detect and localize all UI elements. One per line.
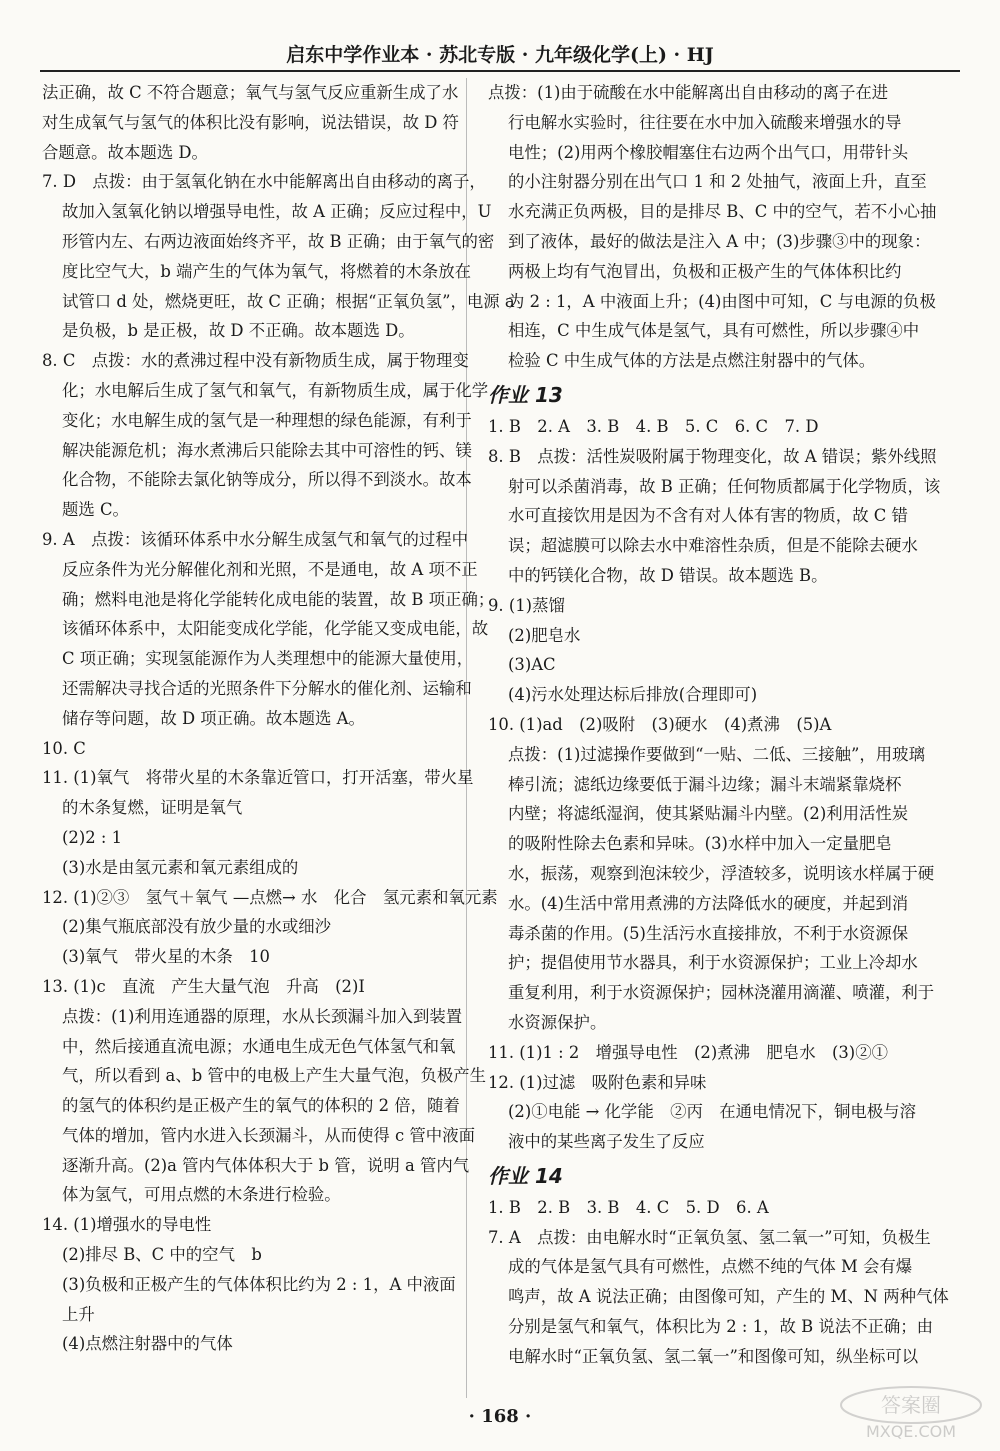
- text-line: (4)污水处理达标后排放(合理即可): [508, 685, 758, 705]
- text-line: 内壁；将滤纸湿润，使其紧贴漏斗内壁。(2)利用活性炭: [508, 804, 909, 824]
- text-line: 化；水电解后生成了氢气和氧气，有新物质生成，属于化学: [62, 380, 489, 400]
- text-line: 水。(4)生活中常用煮沸的方法降低水的硬度，并起到消: [508, 893, 909, 913]
- answer-item: [42, 167, 515, 346]
- text-line: 上升: [62, 1304, 95, 1324]
- text-line: 液中的某些离子发生了反应: [508, 1132, 705, 1152]
- text-line: 到了液体，最好的做法是注入 A 中；(3)步骤③中的现象：: [508, 231, 931, 251]
- text-line: 对生成氧气与氢气的体积比没有影响，说法错误，故 D 符: [42, 112, 459, 132]
- answer-item: [42, 972, 487, 1210]
- text-line: 合题意。故本题选 D。: [42, 142, 208, 162]
- text-line: (2)集气瓶底部没有放少量的水或细沙: [62, 917, 332, 937]
- text-line: 12. (1)②③ 氢气＋氧气 —点燃→ 水 化合 氢元素和氧元素: [42, 887, 498, 907]
- section-13-items: [488, 412, 941, 1157]
- text-line: 度比空气大，b 端产生的气体为氧气，将燃着的木条放在: [62, 261, 472, 281]
- text-line: 棒引流；滤纸边缘要低于漏斗边缘；漏斗末端紧靠烧杯: [508, 774, 902, 794]
- svg-text:答案圈: 答案圈: [881, 1393, 941, 1417]
- answer-item: [488, 1068, 916, 1157]
- text-line: 法正确，故 C 不符合题意；氧气与氢气反应重新生成了水: [42, 83, 459, 102]
- text-line: 为 2 : 1，A 中液面上升；(4)由图中可知，C 与电源的负极: [508, 291, 936, 311]
- text-line: 9. A 点拨：该循环体系中水分解生成氢气和氧气的过程中: [42, 529, 469, 549]
- answer-item: [42, 346, 489, 525]
- text-line: 7. A 点拨：由电解水时“正氧负氢、氢二氧一”可知，负极生: [488, 1227, 931, 1247]
- text-line: 12. (1)过滤 吸附色素和异味: [488, 1072, 707, 1092]
- text-line: 射可以杀菌消毒，故 B 正确；任何物质都属于化学物质，该: [508, 476, 941, 496]
- text-line: 两极上均有气泡冒出，负极和正极产生的气体体积比约: [508, 261, 902, 281]
- answer-item: [42, 1210, 462, 1359]
- text-line: 气，所以看到 a、b 管中的电极上产生大量气泡，负极产生: [62, 1066, 487, 1086]
- running-header: [40, 40, 960, 72]
- answer-item: [488, 78, 937, 376]
- text-line: (2)2 : 1: [62, 827, 123, 847]
- text-line: 水，振荡，观察到泡沫较少，浮渣较多，说明该水样属于硬: [508, 863, 935, 883]
- text-line: 成的气体是氢气具有可燃性，点燃不纯的气体 M 会有爆: [508, 1257, 913, 1277]
- answer-item: [42, 883, 498, 972]
- text-line: (4)点燃注射器中的气体: [62, 1334, 233, 1354]
- text-line: 点拨：(1)由于硫酸在水中能解离出自由移动的离子在进: [488, 83, 889, 102]
- text-line: 化合物，不能除去氯化钠等成分，所以得不到淡水。故本: [62, 470, 472, 490]
- text-line: 故加入氢氧化钠以增强导电性，故 A 正确；反应过程中，U: [62, 202, 492, 222]
- text-line: 7. D 点拨：由于氢氧化钠在水中能解离出自由移动的离子，: [42, 172, 486, 192]
- text-line: C 项正确；实现氢能源作为人类理想中的能源大量使用，: [62, 649, 474, 669]
- text-line: 8. B 点拨：活性炭吸附属于物理变化，故 A 错误；紫外线照: [488, 446, 937, 466]
- text-line: 的小注射器分别在出气口 1 和 2 处抽气，液面上升，直至: [508, 172, 927, 192]
- text-line: 体为氢气，可用点燃的木条进行检验。: [62, 1185, 341, 1205]
- text-line: 1. B 2. A 3. B 4. B 5. C 6. C 7. D: [488, 416, 819, 436]
- text-line: 试管口 d 处，燃烧更旺，故 C 正确；根据“正氧负氢”，电源 a: [62, 291, 515, 311]
- header-title: 启东中学作业本 · 苏北专版 · 九年级化学(上) · HJ: [286, 44, 714, 66]
- answer-item: [42, 734, 462, 764]
- answer-item: [488, 710, 935, 1038]
- text-line: 误；超滤膜可以除去水中难溶性杂质，但是不能除去硬水: [508, 536, 918, 556]
- text-line: 护；提倡使用节水器具，利于水资源保护；工业上冷却水: [508, 953, 918, 973]
- text-line: 变化；水电解生成的氢气是一种理想的绿色能源，有利于: [62, 410, 472, 430]
- text-line: (3)氧气 带火星的木条 10: [62, 947, 270, 967]
- text-line: 题选 C。: [62, 500, 129, 520]
- answer-item: [488, 1038, 908, 1068]
- answer-item: [42, 525, 495, 734]
- answer-item: [488, 412, 908, 442]
- text-line: 1. B 2. B 3. B 4. C 5. D 6. A: [488, 1197, 769, 1217]
- text-line: 水资源保护。: [508, 1012, 607, 1032]
- text-line: 的木条复燃，证明是氧气: [62, 798, 243, 818]
- answer-item: [488, 591, 908, 710]
- text-line: 检验 C 中生成气体的方法是点燃注射器中的气体。: [508, 351, 876, 371]
- text-line: 分别是氢气和氧气，体积比为 2 : 1，故 B 说法不正确；由: [508, 1317, 934, 1337]
- text-line: (2)排尽 B、C 中的空气 b: [62, 1245, 262, 1265]
- text-line: 还需解决寻找合适的光照条件下分解水的催化剂、运输和: [62, 678, 472, 698]
- text-line: 鸣声，故 A 说法正确；由图像可知，产生的 M、N 两种气体: [508, 1287, 949, 1307]
- answer-item: [488, 1223, 949, 1372]
- text-line: 11. (1)氧气 将带火星的木条靠近管口，打开活塞，带火星: [42, 768, 474, 788]
- text-line: 行电解水实验时，往往要在水中加入硫酸来增强水的导: [508, 112, 902, 132]
- answer-item: [42, 763, 474, 882]
- text-line: 的氢气的体积约是正极产生的氧气的体积的 2 倍，随着: [62, 1096, 460, 1116]
- text-line: 确；燃料电池是将化学能转化成电能的装置，故 B 项正确；: [62, 589, 495, 609]
- text-line: 是负极，b 是正极，故 D 不正确。故本题选 D。: [62, 321, 415, 341]
- answer-item: [488, 442, 941, 591]
- text-line: 电解水时“正氧负氢、氢二氧一”和图像可知，纵坐标可以: [508, 1346, 919, 1366]
- text-line: 解决能源危机；海水煮沸后只能除去其中可溶性的钙、镁: [62, 440, 472, 460]
- text-line: 反应条件为光分解催化剂和光照，不是通电，故 A 项不正: [62, 559, 478, 579]
- page-number: · 168 ·: [468, 1406, 532, 1427]
- text-line: 毒杀菌的作用。(5)生活污水直接排放，不利于水资源保: [508, 923, 909, 943]
- text-line: 10. (1)ad (2)吸附 (3)硬水 (4)煮沸 (5)A: [488, 714, 832, 734]
- answer-item: [488, 1193, 908, 1223]
- text-line: 点拨：(1)过滤操作要做到“一贴、二低、三接触”，用玻璃: [508, 744, 925, 764]
- svg-text:MXQE.COM: MXQE.COM: [865, 1422, 957, 1441]
- text-line: 8. C 点拨：水的煮沸过程中没有新物质生成，属于物理变: [42, 351, 469, 371]
- right-column-continuation: [488, 78, 937, 376]
- text-line: 逐渐升高。(2)a 管内气体体积大于 b 管，说明 a 管内气: [62, 1155, 470, 1175]
- text-line: 9. (1)蒸馏: [488, 595, 565, 615]
- text-line: 14. (1)增强水的导电性: [42, 1215, 212, 1235]
- text-line: (3)水是由氢元素和氧元素组成的: [62, 857, 299, 877]
- text-line: 中，然后接通直流电源；水通电生成无色气体氢气和氧: [62, 1036, 456, 1056]
- text-line: (3)负极和正极产生的气体体积比约为 2 : 1，A 中液面: [62, 1274, 456, 1294]
- section-13-title: 作业 13: [488, 382, 563, 407]
- section-14-title: 作业 14: [488, 1163, 563, 1188]
- text-line: (2)①电能 → 化学能 ②丙 在通电情况下，铜电极与溶: [508, 1102, 916, 1122]
- answer-item: [42, 78, 462, 167]
- left-column: [42, 78, 515, 1359]
- text-line: 储存等问题，故 D 项正确。故本题选 A。: [62, 708, 365, 728]
- text-line: 的吸附性除去色素和异味。(3)水样中加入一定量肥皂: [508, 834, 892, 854]
- text-line: 11. (1)1 : 2 增强导电性 (2)煮沸 肥皂水 (3)②①: [488, 1042, 888, 1062]
- text-line: 该循环体系中，太阳能变成化学能，化学能又变成电能，故: [62, 619, 489, 639]
- right-column: [488, 78, 949, 1372]
- text-line: 10. C: [42, 738, 86, 758]
- text-line: 13. (1)c 直流 产生大量气泡 升高 (2)Ⅰ: [42, 976, 365, 996]
- text-line: (2)肥皂水: [508, 625, 581, 645]
- text-line: 气体的增加，管内水进入长颈漏斗，从而使得 c 管中液面: [62, 1125, 475, 1145]
- text-line: 重复利用，利于水资源保护；园林浇灌用滴灌、喷灌，利于: [508, 983, 935, 1003]
- text-line: (3)AC: [508, 655, 556, 675]
- section-14-items: [488, 1193, 949, 1372]
- text-line: 电性；(2)用两个橡胶帽塞住右边两个出气口，用带针头: [508, 142, 909, 162]
- text-line: 相连，C 中生成气体是氢气，具有可燃性，所以步骤④中: [508, 321, 920, 341]
- text-line: 形管内左、右两边液面始终齐平，故 B 正确；由于氧气的密: [62, 231, 495, 251]
- text-line: 水可直接饮用是因为不含有对人体有害的物质，故 C 错: [508, 506, 908, 526]
- text-line: 点拨：(1)利用连通器的原理，水从长颈漏斗加入到装置: [62, 1006, 463, 1026]
- watermark-logo: [836, 1383, 986, 1443]
- text-line: 中的钙镁化合物，故 D 错误。故本题选 B。: [508, 565, 828, 585]
- text-line: 水充满正负两极，目的是排尽 B、C 中的空气，若不小心抽: [508, 202, 937, 222]
